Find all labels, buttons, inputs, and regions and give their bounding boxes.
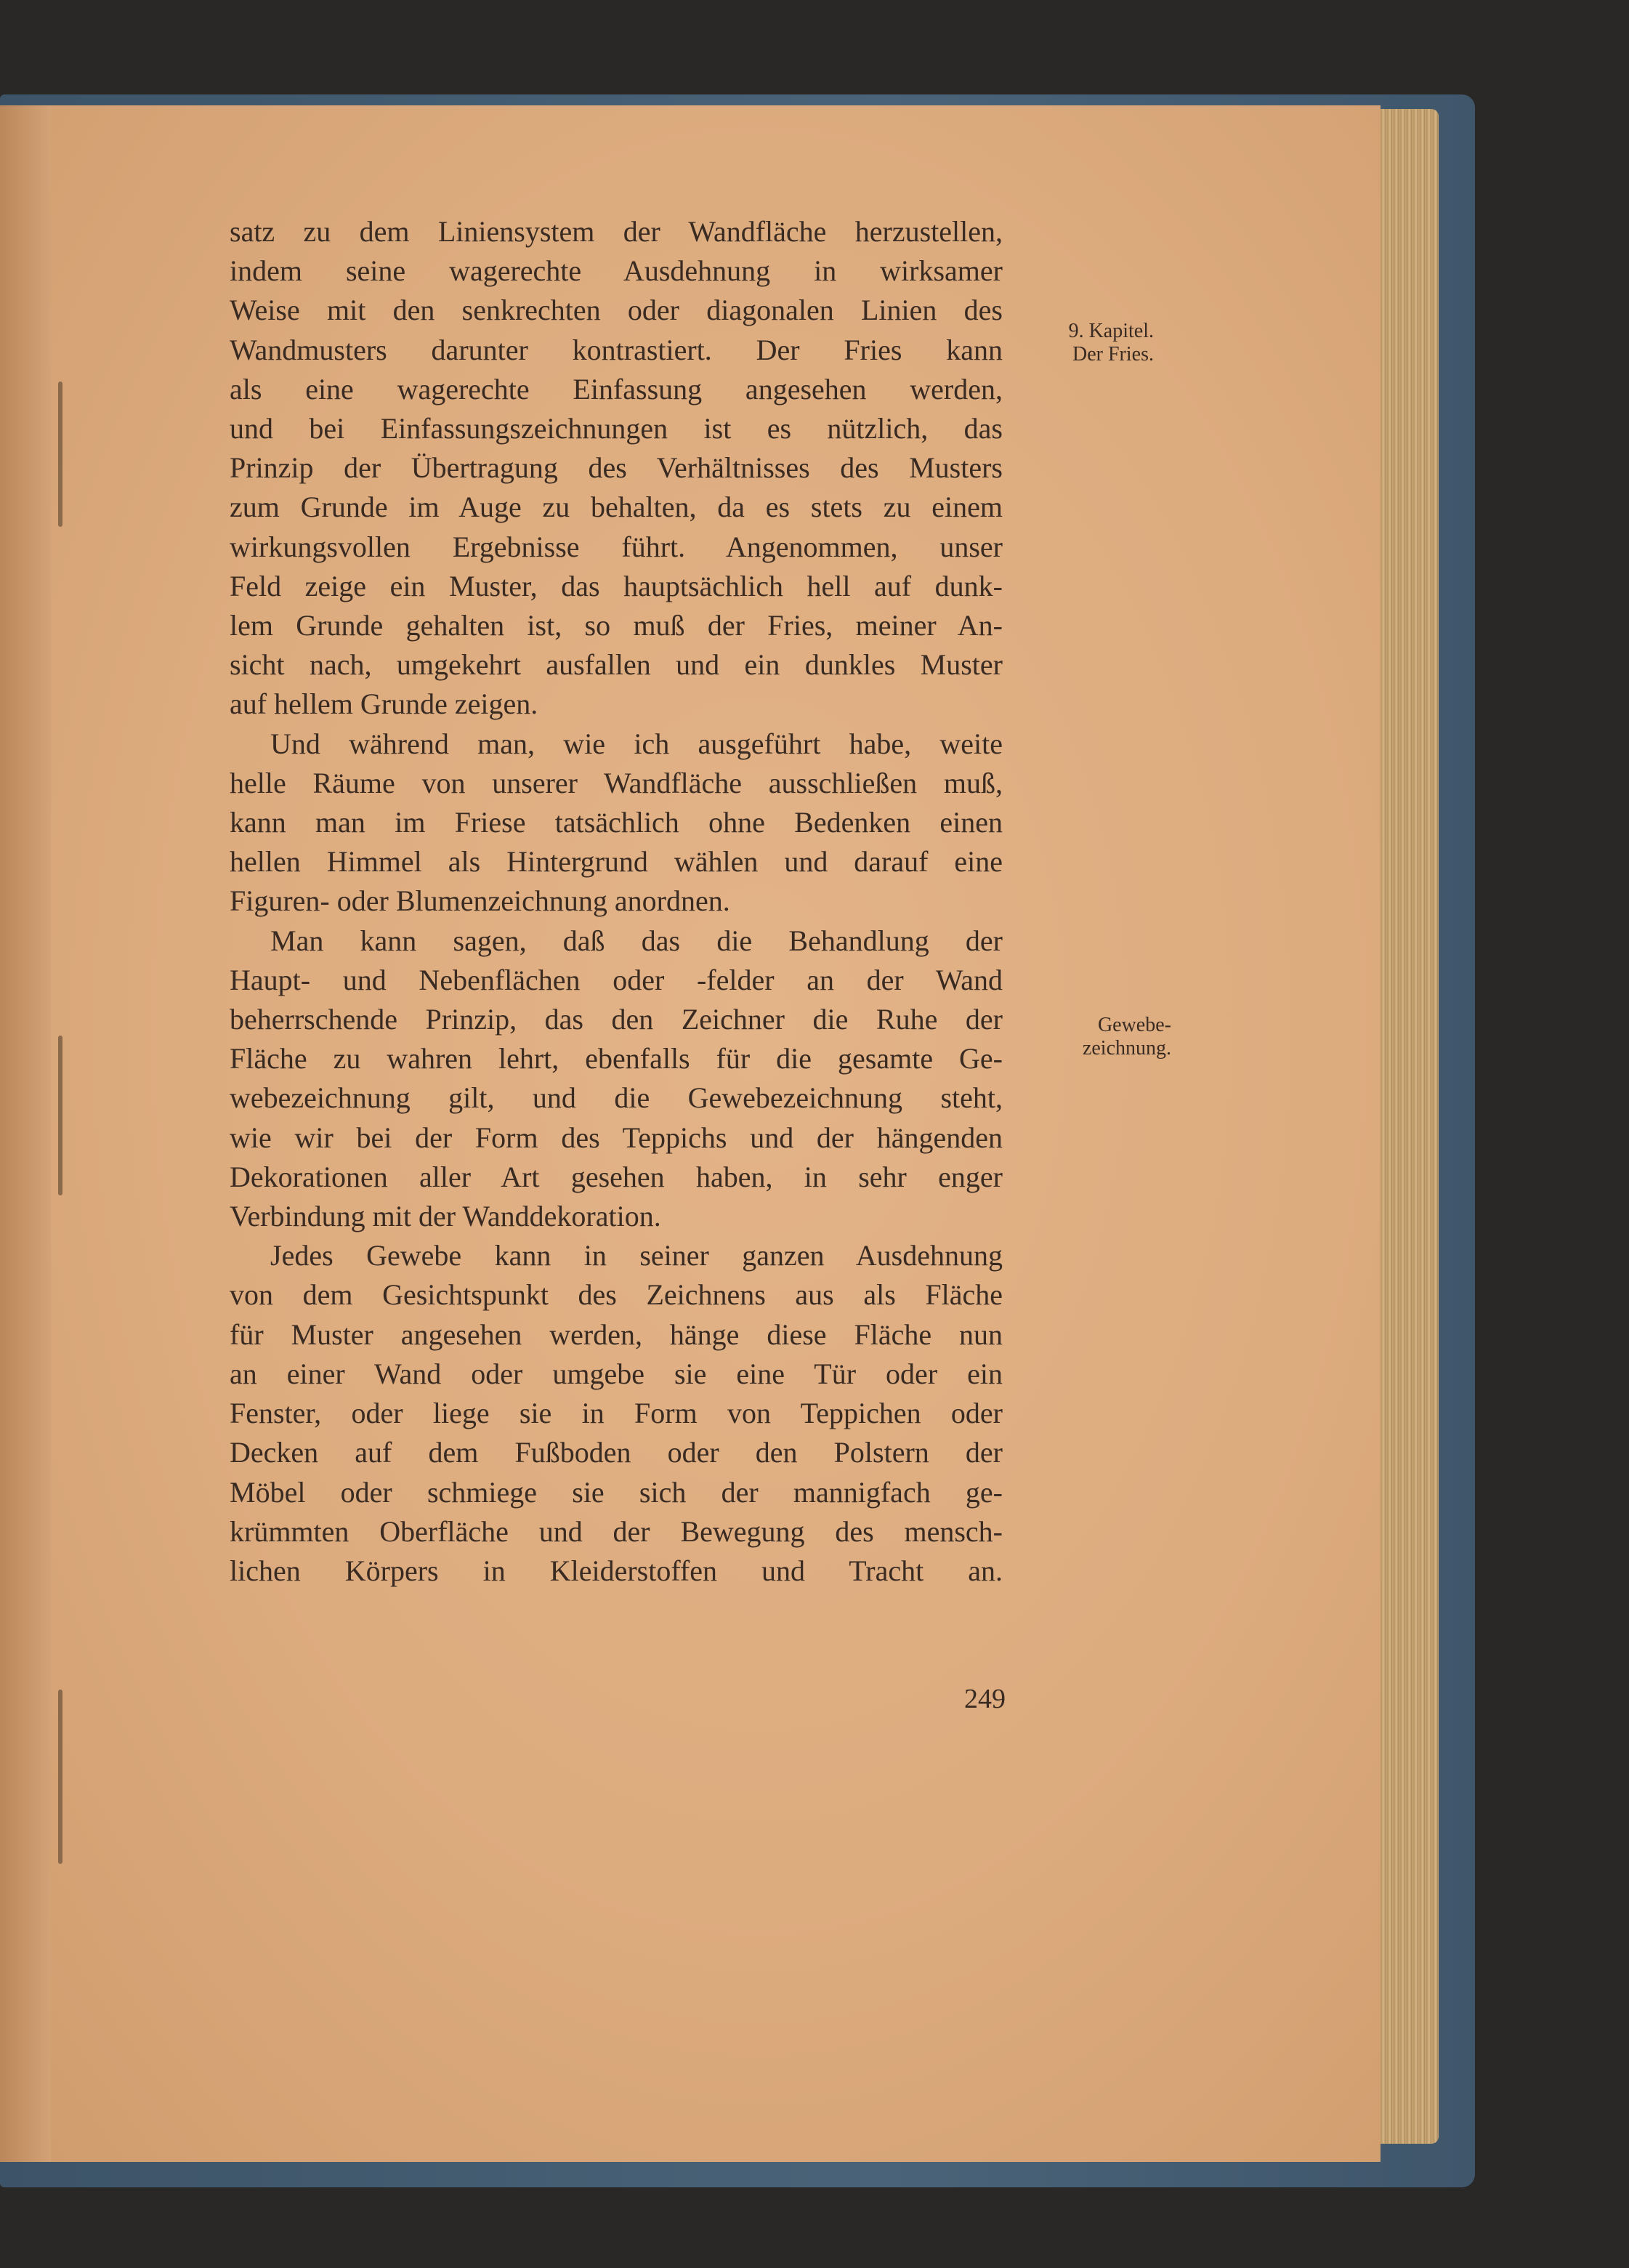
text-line: krümmten Oberfläche und der Bewegung des mensch- — [230, 1514, 1003, 1548]
text-line: Jedes Gewebe kann in seiner ganzen Ausdehnung — [270, 1239, 1003, 1272]
binding-stitch — [58, 1036, 62, 1195]
text-line: zum Grunde im Auge zu behalten, da es stets zu einem — [230, 491, 1003, 524]
paragraph — [230, 725, 1003, 921]
text-line: an einer Wand oder umgebe sie eine Tür oder ein — [230, 1357, 1003, 1390]
text-line: helle Räume von unserer Wandfläche ausschließen muß, — [230, 766, 1003, 799]
text-line: Wandmusters darunter kontrastiert. Der Fries kann — [230, 333, 1003, 366]
margin-note-chapter — [1011, 320, 1154, 366]
text-line: auf hellem Grunde zeigen. — [230, 687, 538, 721]
binding-stitch — [58, 1690, 62, 1864]
page-gutter — [0, 105, 51, 2162]
text-line: von dem Gesichtspunkt des Zeichnens aus als Fläche — [230, 1278, 1003, 1312]
text-line: wirkungsvollen Ergebnisse führt. Angenommen, unser — [230, 530, 1003, 563]
text-line: sicht nach, umgekehrt ausfallen und ein dunkles Muster — [230, 648, 1003, 682]
text-line: für Muster angesehen werden, hänge diese Fläche nun — [230, 1317, 1003, 1351]
body-text — [230, 212, 1003, 1591]
text-line: Fenster, oder liege sie in Form von Teppichen oder — [230, 1397, 1003, 1430]
text-line: Decken auf dem Fußboden oder den Polstern der — [230, 1436, 1003, 1469]
page-number: 249 — [964, 1684, 1006, 1714]
text-line: kann man im Friese tatsächlich ohne Bedenken einen — [230, 806, 1003, 839]
text-line: wie wir bei der Form des Teppichs und der hängenden — [230, 1121, 1003, 1154]
margin-note-line: Der Fries. — [1072, 343, 1154, 366]
text-line: Weise mit den senkrechten oder diagonalen Linien des — [230, 294, 1003, 327]
text-line: Prinzip der Übertragung des Verhältnisses des Musters — [230, 451, 1003, 485]
paragraph — [230, 921, 1003, 1237]
text-line: beherrschende Prinzip, das den Zeichner die Ruhe der — [230, 1003, 1003, 1036]
text-line: Und während man, wie ich ausgeführt habe, weite — [270, 727, 1003, 760]
margin-note-section — [1011, 1014, 1171, 1060]
paragraph — [230, 212, 1003, 725]
margin-note-line: zeichnung. — [1082, 1037, 1171, 1060]
text-line: Möbel oder schmiege sie sich der mannigfach ge- — [230, 1475, 1003, 1509]
text-line: lichen Körpers in Kleiderstoffen und Tracht an. — [230, 1554, 1003, 1587]
text-line: Man kann sagen, daß das die Behandlung der — [270, 924, 1003, 957]
margin-note-line: Gewebe- — [1097, 1014, 1171, 1036]
text-line: Haupt- und Nebenflächen oder -felder an der Wand — [230, 963, 1003, 996]
text-line: Feld zeige ein Muster, das hauptsächlich hell auf dunk- — [230, 569, 1003, 602]
text-line: und bei Einfassungszeichnungen ist es nützlich, das — [230, 412, 1003, 445]
binding-stitch — [58, 382, 62, 527]
text-line: hellen Himmel als Hintergrund wählen und darauf eine — [230, 845, 1003, 879]
text-line: satz zu dem Liniensystem der Wandfläche herzustellen, — [230, 215, 1003, 248]
margin-note-line: 9. Kapitel. — [1068, 320, 1154, 342]
paragraph — [230, 1236, 1003, 1591]
text-line: Figuren- oder Blumenzeichnung anordnen. — [230, 884, 730, 918]
text-line: indem seine wagerechte Ausdehnung in wirksamer — [230, 254, 1003, 288]
text-line: Dekorationen aller Art gesehen haben, in sehr enger — [230, 1160, 1003, 1193]
text-line: Fläche zu wahren lehrt, ebenfalls für die gesamte Ge- — [230, 1042, 1003, 1076]
text-line: webezeichnung gilt, und die Gewebezeichnung steht, — [230, 1081, 1003, 1115]
text-line: als eine wagerechte Einfassung angesehen werden, — [230, 372, 1003, 405]
text-line: lem Grunde gehalten ist, so muß der Fries, meiner An- — [230, 609, 1003, 642]
text-line: Verbindung mit der Wanddekoration. — [230, 1200, 661, 1233]
